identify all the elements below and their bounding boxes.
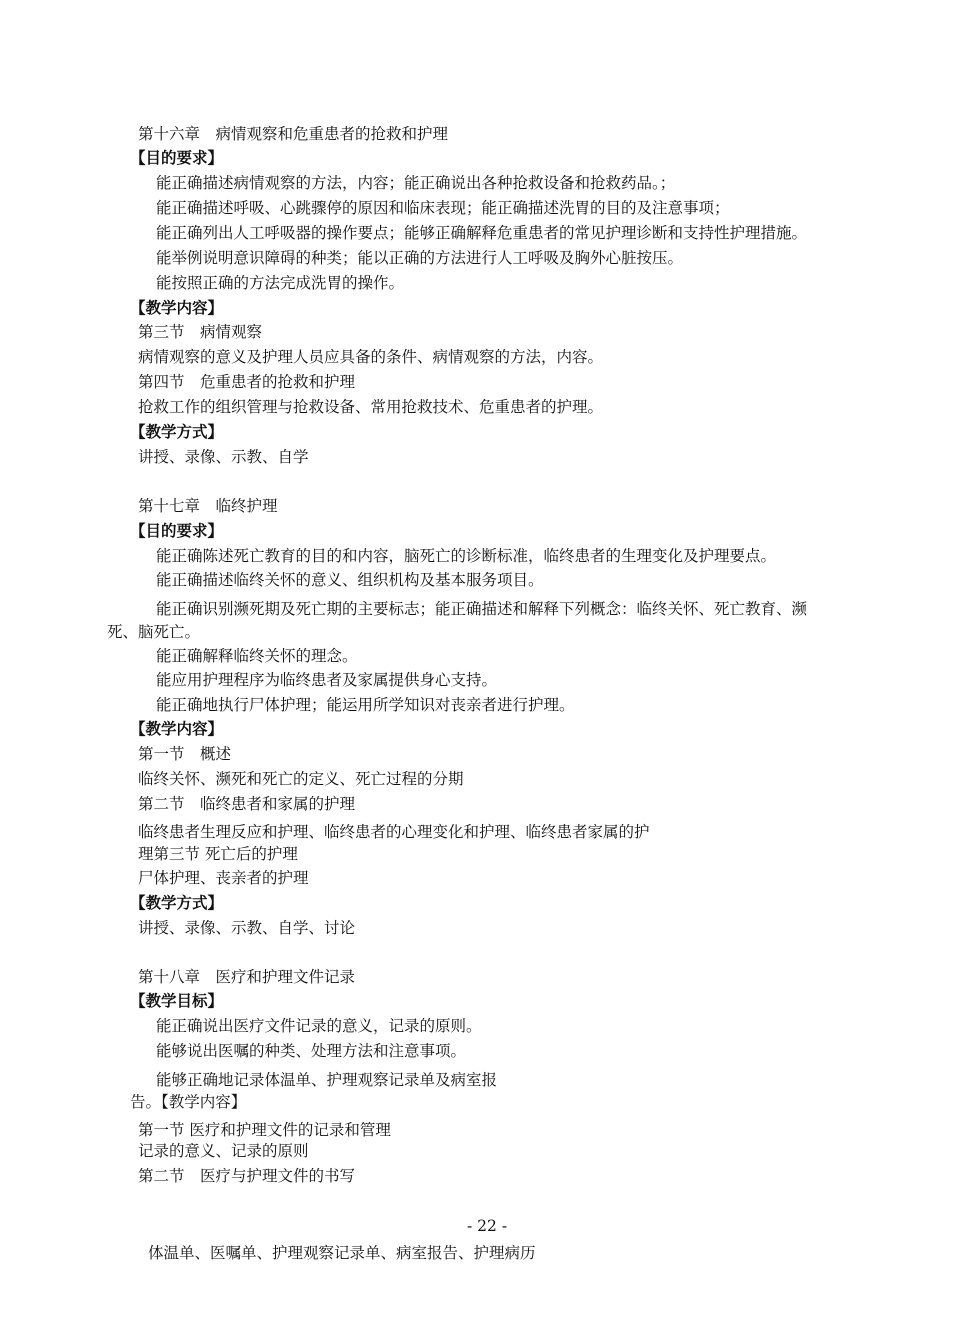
text-line: 临终关怀、濒死和死亡的定义、死亡过程的分期 — [138, 770, 464, 788]
text-line: 讲授、录像、示教、自学 — [138, 448, 309, 466]
text-line: 记录的意义、记录的原则 — [138, 1142, 309, 1160]
text-line: 能正确描述病情观察的方法，内容；能正确说出各种抢救设备和抢救药品。； — [156, 174, 676, 192]
text-line: 第二节 临终患者和家属的护理 — [138, 795, 356, 813]
page-number: - 22 - — [467, 1217, 508, 1235]
section-heading: 【教学内容】 — [130, 719, 224, 738]
text-line: 能正确地执行尸体护理；能运用所学知识对丧亲者进行护理。 — [156, 696, 575, 714]
text-line: 能举例说明意识障碍的种类；能以正确的方法进行人工呼吸及胸外心脏按压。 — [156, 249, 684, 267]
text-line: 尸体护理、丧亲者的护理 — [138, 869, 309, 887]
text-line: 第十六章 病情观察和危重患者的抢救和护理 — [138, 125, 449, 143]
text-line: 能正确解释临终关怀的理念。 — [156, 647, 358, 665]
text-line: 第一节 医疗和护理文件的记录和管理 — [138, 1121, 391, 1139]
text-line: 死、脑死亡。 — [107, 623, 201, 641]
text-line: 能应用护理程序为临终患者及家属提供身心支持。 — [156, 671, 498, 689]
section-heading: 【教学方式】 — [130, 422, 224, 441]
text-line: 能正确描述呼吸、心跳骤停的原因和临床表现；能正确描述洗胃的目的及注意事项； — [156, 199, 730, 217]
section-heading: 【目的要求】 — [130, 521, 224, 540]
text-line: 理第三节 死亡后的护理 — [138, 845, 298, 863]
text-line: 第二节 医疗与护理文件的书写 — [138, 1167, 356, 1185]
text-line: 能正确说出医疗文件记录的意义，记录的原则。 — [156, 1017, 482, 1035]
text-line: 能按照正确的方法完成洗胃的操作。 — [156, 274, 405, 292]
text-line: 能正确描述临终关怀的意义、组织机构及基本服务项目。 — [156, 571, 544, 589]
text-line: 能正确识别濒死期及死亡期的主要标志；能正确描述和解释下列概念：临终关怀、死亡教育、濒 — [156, 600, 808, 618]
text-line: 第十八章 医疗和护理文件记录 — [138, 968, 356, 986]
text-line: 第三节 病情观察 — [138, 323, 263, 341]
text-line: 第四节 危重患者的抢救和护理 — [138, 373, 356, 391]
section-heading: 【教学方式】 — [130, 893, 224, 912]
text-line: 讲授、录像、示教、自学、讨论 — [138, 919, 356, 937]
section-heading: 【目的要求】 — [130, 148, 224, 167]
section-heading: 【教学内容】 — [130, 298, 224, 317]
text-line: 能正确陈述死亡教育的目的和内容，脑死亡的诊断标准，临终患者的生理变化及护理要点。 — [156, 547, 777, 565]
text-line: 病情观察的意义及护理人员应具备的条件、病情观察的方法，内容。 — [138, 348, 604, 366]
text-line: 第十七章 临终护理 — [138, 497, 278, 515]
text-line: 临终患者生理反应和护理、临终患者的心理变化和护理、临终患者家属的护 — [138, 823, 650, 841]
text-line: 能够说出医嘱的种类、处理方法和注意事项。 — [156, 1042, 467, 1060]
text-line: 抢救工作的组织管理与抢救设备、常用抢救技术、危重患者的护理。 — [138, 398, 604, 416]
text-line: 体温单、医嘱单、护理观察记录单、病室报告、护理病历 — [148, 1244, 536, 1262]
text-line: 告。【教学内容】 — [130, 1093, 247, 1111]
section-heading: 【教学目标】 — [130, 991, 224, 1010]
text-line: 第一节 概述 — [138, 745, 232, 763]
text-line: 能正确列出人工呼吸器的操作要点；能够正确解释危重患者的常见护理诊断和支持性护理措施。 — [156, 224, 808, 242]
text-line: 能够正确地记录体温单、护理观察记录单及病室报 — [156, 1071, 498, 1089]
